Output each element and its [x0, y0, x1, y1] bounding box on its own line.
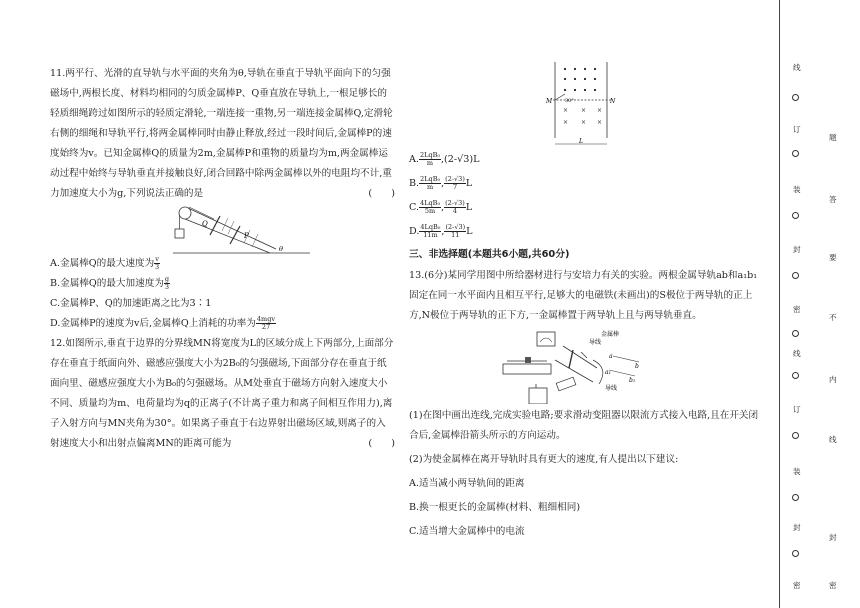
- section-3-heading: 三、非选择题(本题共6小题,共60分): [409, 249, 570, 260]
- q13-option-b[interactable]: B.换一根更长的金属棒(材料、粗细相同): [409, 502, 581, 513]
- q11-option-a[interactable]: A.金属棒Q的最大速度为 $\frac{v}{3}$: [50, 255, 160, 271]
- binding-circle: [792, 212, 799, 219]
- q11-option-c[interactable]: C.金属棒P、Q的加速距离之比为3∶1: [50, 298, 212, 309]
- svg-text:×: ×: [581, 119, 587, 126]
- label-theta: θ: [279, 245, 283, 253]
- svg-text:×: ×: [581, 107, 587, 114]
- label-a: a: [609, 353, 613, 360]
- q11-answer-paren: ( ): [368, 188, 395, 199]
- binding-mark: 密: [829, 581, 837, 590]
- q12-option-c[interactable]: C. $\frac{\text{4LqB₀}}{5m}$ , $\frac{(2-√3)}{4}$ L: [409, 199, 473, 215]
- svg-text:×: ×: [597, 107, 603, 114]
- binding-mark: 封: [829, 533, 837, 542]
- binding-circle: [792, 494, 799, 501]
- label-n: N: [610, 98, 616, 105]
- switch: [556, 377, 576, 391]
- q12-option-d[interactable]: D. $\frac{\text{4LqB₀}}{11m}$ , $\frac{(2-√3)}{11}$ L: [409, 223, 473, 239]
- label-q: Q: [202, 220, 208, 228]
- q13-apparatus-figure: [409, 326, 763, 404]
- label-a1: a₁: [605, 369, 611, 376]
- q12-magnetic-field-figure: [409, 58, 763, 148]
- q11-option-b[interactable]: B.金属棒Q的最大加速度为 $\frac{g}{3}$: [50, 275, 170, 291]
- q11-stem: 11.两平行、光滑的直导轨与水平面的夹角为θ,导轨在垂直于导轨平面向下的匀强磁场中,两根长度、材料均相同的匀质金属棒P、Q垂直放在导轨上,一根足够长的轻质细绳跨过如图所示的轻质定滑轮,一端连接一重物,另一端连接金属棒Q,定滑轮右侧的细绳和导轨平行,将两金属棒同时由静止释放,经过一段时间后,金属棒P的速度始终为v。已知金属棒Q的质量为2m,金属棒P和重物的质量均为m,两金属棒运动过程中始终与导轨垂直并接触良好,闭合回路中除两金属棒以外的电阻均不计,重力加速度大小为g,下列说法正确的是 ( ): [50, 64, 395, 204]
- left-column: [50, 64, 395, 454]
- binding-mark: 封: [793, 245, 801, 254]
- label-b: b: [635, 363, 639, 370]
- battery: [529, 388, 547, 404]
- right-column: [409, 58, 763, 542]
- label-wire-2: 导线: [605, 385, 618, 392]
- binding-circle: [792, 330, 799, 337]
- binding-circle: [792, 550, 799, 557]
- binding-mark: 线: [793, 63, 801, 72]
- q12-answer-paren: ( ): [368, 438, 395, 449]
- binding-mark: 封: [793, 523, 801, 532]
- binding-mark: 题: [829, 133, 837, 142]
- label-wire-1: 导线: [589, 339, 602, 346]
- meter: [537, 332, 555, 346]
- binding-mark: 内: [829, 375, 837, 384]
- label-rod: 金属棒: [601, 331, 620, 338]
- binding-mark: 线: [793, 349, 801, 358]
- q13-option-c[interactable]: C.适当增大金属棒中的电流: [409, 526, 525, 537]
- label-p: P: [244, 232, 249, 240]
- binding-mark: 密: [793, 305, 801, 314]
- label-m: M: [546, 98, 553, 105]
- metal-rod: [569, 350, 573, 368]
- binding-mark: 不: [829, 313, 837, 322]
- svg-text:×: ×: [563, 119, 569, 126]
- binding-circle: [792, 372, 799, 379]
- q11-option-d[interactable]: D.金属棒P的速度为v后,金属棒Q上消耗的功率为 $\frac{\text{4mgv}}{27}$: [50, 315, 276, 331]
- binding-mark: 装: [793, 467, 801, 476]
- q12-option-a[interactable]: A. $\frac{\text{2LqB₀}}{m}$ ,(2-√3)L: [409, 151, 480, 167]
- binding-mark: 线: [829, 435, 837, 444]
- label-angle: 30°: [565, 98, 574, 104]
- hanging-weight: [175, 229, 184, 238]
- label-l: L: [579, 138, 583, 145]
- q12-stem: 12.如图所示,垂直于边界的分界线MN将宽度为L的区域分成上下两部分,上面部分存在垂直于纸面向外、磁感应强度大小为2B₀的匀强磁场,下面部分存在垂直于纸面向里、磁感应强度大小为B₀的匀强磁场。从M处垂直于磁场方向射入速度大小不同、质量均为m、电荷量均为q的正离子(不计离子重力和离子间相互作用力),离子入射方向与MN夹角为30°。如果离子垂直于右边界射出磁场区域,则离子的入射速度大小和出射点偏离MN的距离可能为 ( ): [50, 334, 395, 454]
- label-b1: b₁: [629, 377, 636, 384]
- binding-mark: 答: [829, 195, 837, 204]
- binding-circle: [792, 272, 799, 279]
- q13-part-1: (1)在图中画出连线,完成实验电路;要求滑动变阻器以限流方式接入电路,且在开关闭合后,金属棒沿箭头所示的方向运动。: [409, 410, 759, 441]
- binding-mark: 订: [793, 125, 801, 134]
- binding-mark: 密: [793, 581, 801, 590]
- q13-option-a[interactable]: A.适当减小两导轨间的距离: [409, 478, 525, 489]
- rheostat: [503, 364, 551, 374]
- q13-stem: 13.(6分)某同学用图中所给器材进行与安培力有关的实验。两根金属导轨ab和a₁b₁固定在同一水平面内且相互平行,足够大的电磁铁(未画出)的S极位于两导轨的正上方,N极位于两导轨的正下方,一金属棒置于两导轨上且与两导轨垂直。: [409, 270, 758, 321]
- binding-margin: [779, 0, 860, 608]
- q12-option-b[interactable]: B. $\frac{\text{2LqB₀}}{m}$ , $\frac{(2-√3)}{7}$ L: [409, 175, 473, 191]
- binding-mark: 订: [793, 405, 801, 414]
- binding-mark: 装: [793, 185, 801, 194]
- svg-text:×: ×: [597, 119, 603, 126]
- binding-circle: [792, 432, 799, 439]
- binding-circle: [792, 150, 799, 157]
- binding-mark: 要: [829, 253, 837, 262]
- binding-circle: [792, 94, 799, 101]
- q11-incline-figure: [50, 204, 395, 254]
- q13-part-2: (2)为使金属棒在离开导轨时具有更大的速度,有人提出以下建议:: [409, 454, 679, 465]
- svg-text:×: ×: [563, 107, 569, 114]
